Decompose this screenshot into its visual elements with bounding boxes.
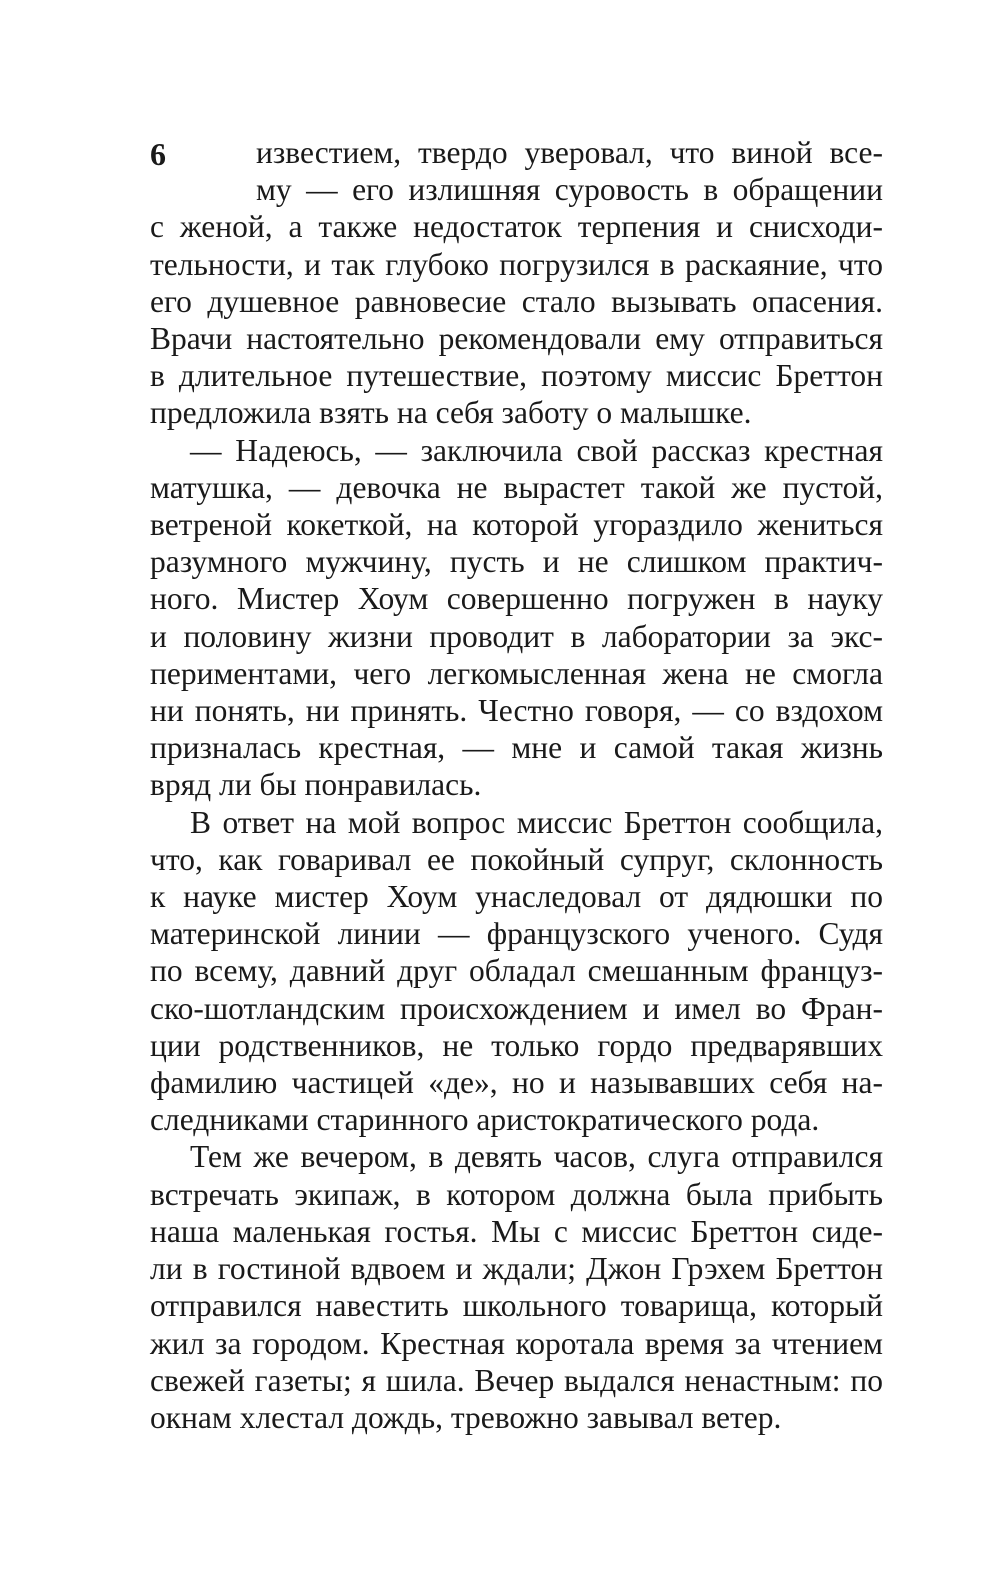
text-line: му — его излишняя суровость в обращении [256,172,883,208]
text-line: — Надеюсь, — заключила свой рассказ крестная [190,432,883,468]
text-line: матушка, — девочка не вырастет такой же пустой, [150,469,883,505]
body-text [150,134,883,1436]
text-line: известием, твердо уверовал, что виной все- [256,135,883,170]
text-line: ции родственников, не только гордо предварявших [150,1027,883,1063]
text-line: наша маленькая гостья. Мы с миссис Бреттон сиде- [150,1213,883,1249]
text-line: призналась крестная, — мне и самой такая жизнь [150,730,883,766]
text-line: что, как говаривал ее покойный супруг, склонность [150,841,883,877]
paragraph [150,804,883,1139]
text-line: в длительное путешествие, поэтому миссис Бреттон [150,358,883,394]
paragraph [150,432,883,804]
text-line: встречать экипаж, в котором должна была прибыть [150,1176,883,1212]
text-line: его душевное равновесие стало вызывать опасения. [150,283,883,319]
text-line: разумного мужчину, пусть и не слишком практич- [150,544,883,580]
text-line: В ответ на мой вопрос миссис Бреттон сообщила, [190,804,883,840]
text-line: ветреной кокеткой, на которой угораздило жениться [150,507,883,543]
text-line: ли в гостиной вдвоем и ждали; Джон Грэхем Бреттон [150,1251,883,1287]
text-line: ного. Мистер Хоум совершенно погружен в науку [150,581,883,617]
text-line: предложила взять на себя заботу о малышке. [150,395,752,431]
text-line: тельности, и так глубоко погрузился в раскаяние, что [150,246,883,282]
text-line: следниками старинного аристократического рода. [150,1102,820,1138]
text-line: к науке мистер Хоум унаследовал от дядюшки по [150,879,883,915]
text-line: Тем же вечером, в девять часов, слуга отправился [190,1139,883,1175]
text-line: с женой, а также недостаток терпения и снисходи- [150,209,883,245]
text-line: периментами, чего легкомысленная жена не смогла [150,655,883,691]
text-line: окнам хлестал дождь, тревожно завывал ветер. [150,1399,782,1435]
text-line: жил за городом. Крестная коротала время за чтением [150,1325,883,1361]
text-line: по всему, давний друг обладал смешанным француз- [150,953,883,989]
text-line: ско-шотландским происхождением и имел во Фран- [150,990,883,1026]
text-line: ни понять, ни принять. Честно говоря, — со вздохом [150,693,883,729]
text-line: материнской линии — французского ученого. Судя [150,916,883,952]
text-line: вряд ли бы понравилась. [150,767,482,803]
text-line: и половину жизни проводит в лаборатории за экс- [150,618,883,654]
text-line: фамилию частицей «де», но и называвших себя на- [150,1065,883,1101]
text-line: свежей газеты; я шила. Вечер выдался ненастным: по [150,1362,883,1398]
text-line: Врачи настоятельно рекомендовали ему отправиться [150,321,883,357]
paragraph [150,1138,883,1436]
page-number: 6 [150,136,166,172]
text-line: отправился навестить школьного товарища, который [150,1288,883,1324]
paragraph [150,134,883,432]
